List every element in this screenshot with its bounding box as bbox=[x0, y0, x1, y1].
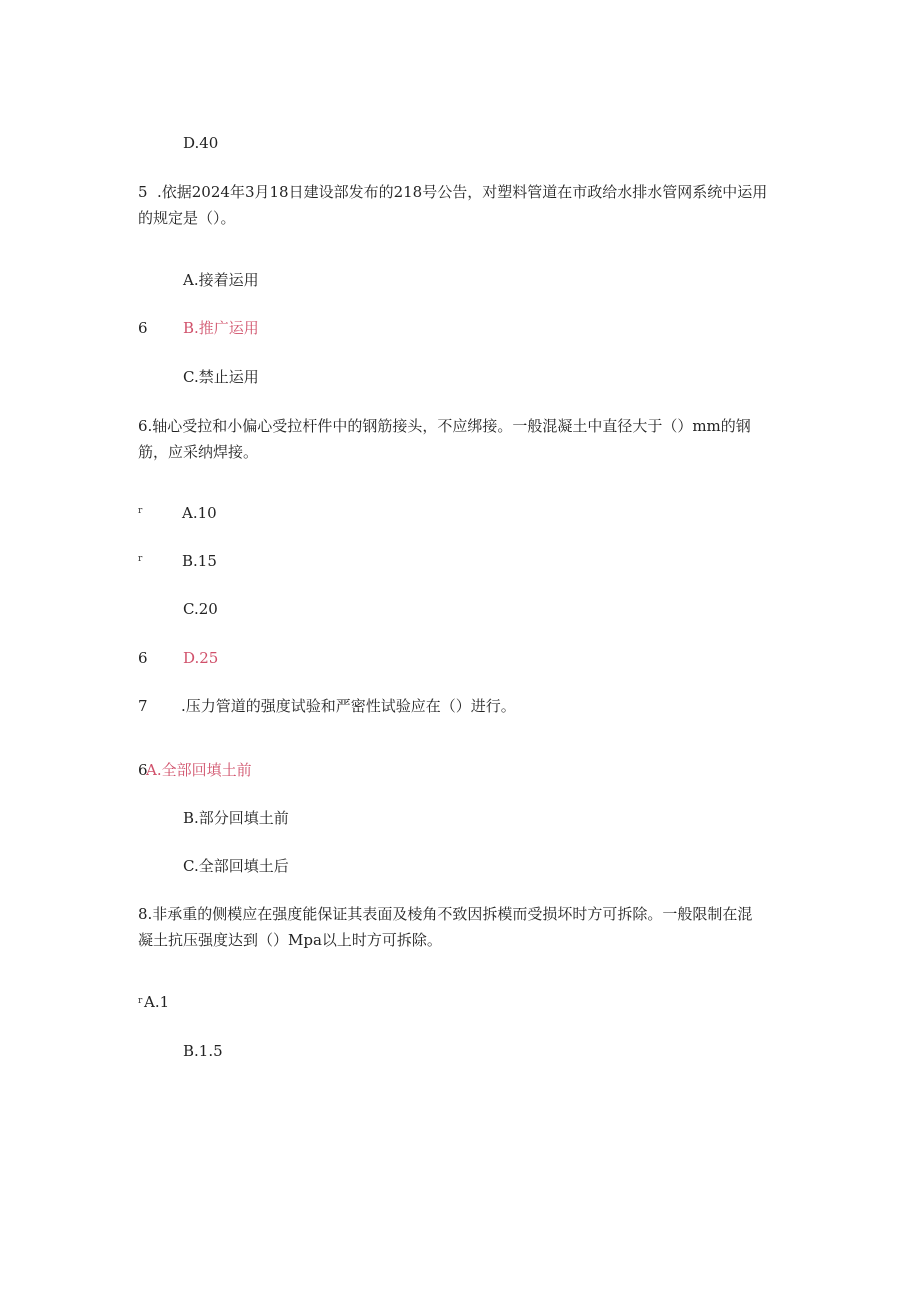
q5-option-c: C.禁止运用 bbox=[183, 368, 259, 386]
q6-option-d-marker: 6 bbox=[138, 649, 148, 667]
q5-option-b-answer: B.推广运用 bbox=[183, 319, 259, 337]
q6-option-b-marker: r bbox=[138, 554, 143, 564]
q6-option-a-marker: r bbox=[138, 506, 143, 516]
q5-question-line1: .依据2024年3月18日建设部发布的218号公告，对塑料管道在市政给水排水管网系统中运用 bbox=[157, 183, 768, 201]
q6-option-c: C.20 bbox=[183, 600, 218, 618]
q7-option-b: B.部分回填土前 bbox=[183, 809, 289, 827]
q6-option-a: A.10 bbox=[182, 504, 217, 522]
q6-option-b: B.15 bbox=[182, 552, 217, 570]
q7-option-a-marker: 6 bbox=[138, 761, 148, 779]
q8-question-line1: 8.非承重的侧模应在强度能保证其表面及棱角不致因拆模而受损坏时方可拆除。一般限制在混 bbox=[138, 905, 753, 923]
q6-option-d-answer: D.25 bbox=[183, 649, 219, 667]
q8-option-a: A.1 bbox=[144, 993, 170, 1011]
q6-question-line2: 筋，应采纳焊接。 bbox=[138, 443, 259, 461]
q5-option-a: A.接着运用 bbox=[183, 271, 259, 289]
q7-option-c: C.全部回填土后 bbox=[183, 857, 289, 875]
q4-option-d: D.40 bbox=[183, 134, 219, 152]
q5-number: 5 bbox=[138, 183, 148, 201]
q8-option-a-marker: r bbox=[138, 996, 143, 1006]
q5-option-b-marker: 6 bbox=[138, 319, 148, 337]
q7-number: 7 bbox=[138, 697, 148, 715]
q7-option-a-answer: A.全部回填土前 bbox=[146, 761, 252, 779]
q6-question-line1: 6.轴心受拉和小偏心受拉杆件中的钢筋接头，不应绑接。一般混凝土中直径大于（）mm的钢 bbox=[138, 417, 751, 435]
q5-question-line2: 的规定是（）。 bbox=[138, 209, 236, 227]
q7-question: .压力管道的强度试验和严密性试验应在（）进行。 bbox=[181, 697, 516, 715]
q8-question-line2: 凝土抗压强度达到（）Mpa以上时方可拆除。 bbox=[138, 931, 442, 949]
q8-option-b: B.1.5 bbox=[183, 1042, 223, 1060]
